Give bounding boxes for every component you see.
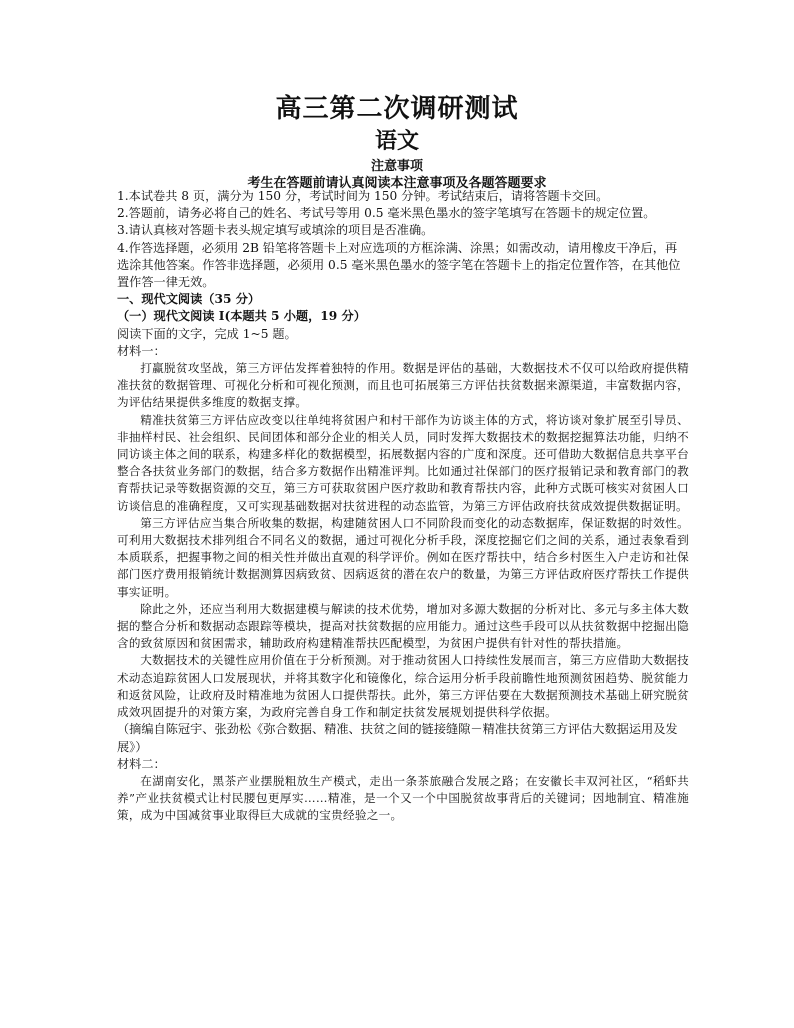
notice-heading: 注意事项 — [370, 159, 423, 174]
material-2-label: 材料二： — [117, 756, 166, 771]
source-citation: （摘编自陈冠宇、张劲松《弥合数据、精准、扶贫之间的链接缝隙－精准扶贫第三方评估大数据运用及发展》） — [117, 722, 678, 754]
material-1-paragraph: 精准扶贫第三方评估应改变以往单纯将贫困户和村干部作为访谈主体的方式，将访谈对象扩展至引导员、非抽样村民、社会组织、民间团体和部分企业的相关人员，同时发挥大数据技术的数据挖掘算法功能，归纳不同访谈主体之间的联系，构建多样化的数据模型，拓展数据内容的广度和深度。还可借助大数据信息共享平台整合各扶贫业务部门的数据，结合多方数据作出精准评判。比如通过社保部门的医疗报销记录和教育部门的教育帮扶记录等数据资源的交互，第三方可获取贫困户医疗救助和教育帮扶内容，此种方式既可核实对贫困人口访谈信息的准确程度，又可实现基础数据对扶贫进程的动态监管，为第三方评估政府扶贫成效提供数据证明。 — [117, 412, 689, 513]
subject-title: 语文 — [374, 128, 419, 154]
material-1-label: 材料一： — [117, 343, 166, 358]
rule-1: 1.本试卷共 8 页，满分为 150 分，考试时间为 150 分钟。考试结束后，请将答题卡交回。 — [117, 189, 609, 203]
rule-4: 4.作答选择题，必须用 2B 铅笔将答题卡上对应选项的方框涂满、涂黑；如需改动，请用橡皮干净后，再选涂其他答案。作答非选择题，必须用 0.5 毫米黑色墨水的签字笔在答题卡上的指定位置作答，在其他位置作答一律无效。 — [117, 240, 681, 290]
subsection-heading: （一）现代文阅读 I(本题共 5 小题，19 分） — [117, 309, 366, 324]
rule-3: 3.请认真核对答题卡表头规定填写或填涂的项目是否准确。 — [117, 223, 434, 238]
material-1-paragraph: 除此之外，还应当利用大数据建模与解读的技术优势，增加对多源大数据的分析对比、多元与多主体大数据的整合分析和数据动态跟踪等模块，提高对扶贫数据的应用能力。通过这些手段可以从扶贫数据中挖掘出隐含的致贫原因和贫困需求，辅助政府构建精准帮扶匹配模型，为贫困户提供有针对性的帮扶措施。 — [117, 601, 689, 651]
section-heading: 一、现代文阅读（35 分） — [117, 292, 261, 307]
rule-2: 2.答题前，请务必将自己的姓名、考试号等用 0.5 毫米黑色墨水的签字笔填写在答题卡的规定位置。 — [117, 206, 656, 221]
material-1-paragraph: 打赢脱贫攻坚战，第三方评估发挥着独特的作用。数据是评估的基础，大数据技术不仅可以给政府提供精准扶贫的数据管理、可视化分析和可视化预测，而且也可拓展第三方评估扶贫数据来源渠道，丰富数据内容，为评估结果提供多维度的数据支撑。 — [117, 361, 689, 410]
material-1-paragraph: 第三方评估应当集合所收集的数据，构建随贫困人口不同阶段而变化的动态数据库，保证数据的时效性。可利用大数据技术排列组合不同名义的数据，通过可视化分析手段，深度挖掘它们之间的关系，通过表象看到本质联系，把握事物之间的相关性并做出直观的科学评价。例如在医疗帮扶中，结合乡村医生入户走访和社保部门医疗费用报销统计数据测算因病致贫、因病返贫的潜在农户的数量，为第三方评估政府医疗帮扶工作提供事实证明。 — [117, 515, 689, 599]
exam-title: 高三第二次调研测试 — [275, 94, 519, 124]
reading-instruction: 阅读下面的文字，完成 1~5 题。 — [117, 326, 297, 341]
material-2-paragraph: 在湖南安化，黑茶产业摆脱粗放生产模式，走出一条茶旅融合发展之路；在安徽长丰双河社区，“稻虾共养”产业扶贫模式让村民腰包更厚实……精准，是一个又一个中国脱贫故事背后的关键词；因地制宜、精准施策，成为中国减贫事业取得巨大成就的宝贵经验之一。 — [117, 773, 689, 823]
material-1-paragraph: 大数据技术的关键性应用价值在于分析预测。对于推动贫困人口持续性发展而言，第三方应借助大数据技术动态追踪贫困人口发展现状，并将其数字化和镜像化，综合运用分析手段前瞻性地预测贫困趋势、脱贫能力和返贫风险，让政府及时精准地为贫困人口提供帮扶。此外，第三方评估要在大数据预测技术基础上研究脱贫成效巩固提升的对策方案，为政府完善自身工作和制定扶贫发展规划提供科学依据。 — [117, 653, 689, 720]
document-body — [117, 188, 689, 825]
notice-subheading: 考生在答题前请认真阅读本注意事项及各题答题要求 — [247, 176, 547, 191]
